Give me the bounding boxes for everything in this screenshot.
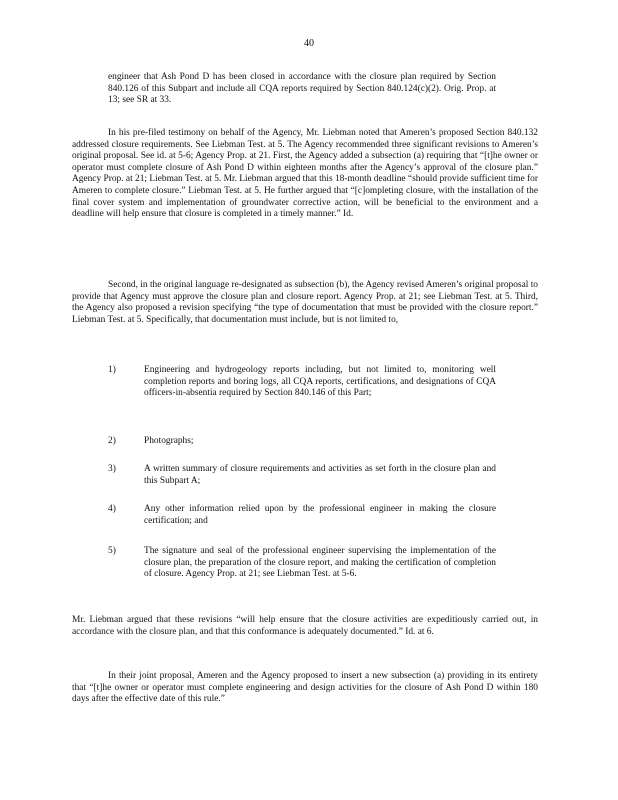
list-item-number: 4) [108,504,116,514]
list-item [108,464,538,490]
list-item-text: A written summary of closure requirements and activities as set forth in the closure plan and this Subpart A; [144,464,496,486]
list-item-number: 5) [108,546,116,556]
list-item-number: 1) [108,365,116,375]
paragraph-liebman-argument: Mr. Liebman argued that these revisions “will help ensure that the closure activities are expeditiously carried out, in accordance with the closure plan, and that this conformance is adequately documented.” Id. at 6. [72,615,538,637]
list-item-text: Any other information relied upon by the professional engineer in making the closure certification; and [144,504,496,526]
paragraph-joint-proposal: In their joint proposal, Ameren and the Agency proposed to insert a new subsection (a) providing in its entirety that “[t]he owner or operator must complete engineering and design activities for the closure of Ash Pond D within 180 days after the effective date of this rule.” [72,671,538,705]
paragraph-second-revision: Second, in the original language re-designated as subsection (b), the Agency revised Ameren’s original proposal to provide that Agency must approve the closure plan and closure report. Agency Prop. at 21; see Liebman Test. at 5. Third, the Agency also proposed a revision specifying “the type of documentation that must be provided with the closure report.” Liebman Test. at 5. Specifically, that documentation must include, but is not limited to, [72,280,538,325]
page-number: 40 [304,38,314,49]
list-item [108,504,538,530]
list-item [108,546,538,606]
list-item [108,365,538,425]
list-item-number: 3) [108,464,116,474]
list-item-number: 2) [108,436,116,446]
list-item-text: Photographs; [144,436,194,446]
block-quote-top: engineer that Ash Pond D has been closed in accordance with the closure plan required by Section 840.126 of this Subpart and include all CQA reports required by Section 840.124(c)(2). Orig. Prop. at 13; see SR at 33. [108,72,496,106]
paragraph-testimony: In his pre-filed testimony on behalf of the Agency, Mr. Liebman noted that Ameren’s proposed Section 840.132 addressed closure requirements. See Liebman Test. at 5. The Agency recommended three significant revisions to Ameren’s original proposal. See id. at 5-6; Agency Prop. at 21. First, the Agency added a subsection (a) requiring that “[t]he owner or operator must complete closure of Ash Pond D within eighteen months after the Agency’s approval of the closure plan.” Agency Prop. at 21; Liebman Test. at 5. Mr. Liebman argued that this 18-month deadline “should provide sufficient time for Ameren to complete closure.” Liebman Test. at 5. He further argued that “[c]ompleting closure, with the installation of the final cover system and implementation of groundwater corrective action, will be beneficial to the environment and a deadline will help ensure that closure is completed in a timely manner.” Id. [72,128,538,220]
list-item [108,436,538,450]
list-item-text: The signature and seal of the professional engineer supervising the implementation of the closure plan, the preparation of the closure report, and making the certification of completion of closure. Agency Prop. at 21; see Liebman Test. at 5-6. [144,546,496,580]
list-item-text: Engineering and hydrogeology reports including, but not limited to, monitoring well completion reports and boring logs, all CQA reports, certifications, and designations of CQA officers-in-absentia required by Section 840.146 of this Part; [144,365,496,399]
